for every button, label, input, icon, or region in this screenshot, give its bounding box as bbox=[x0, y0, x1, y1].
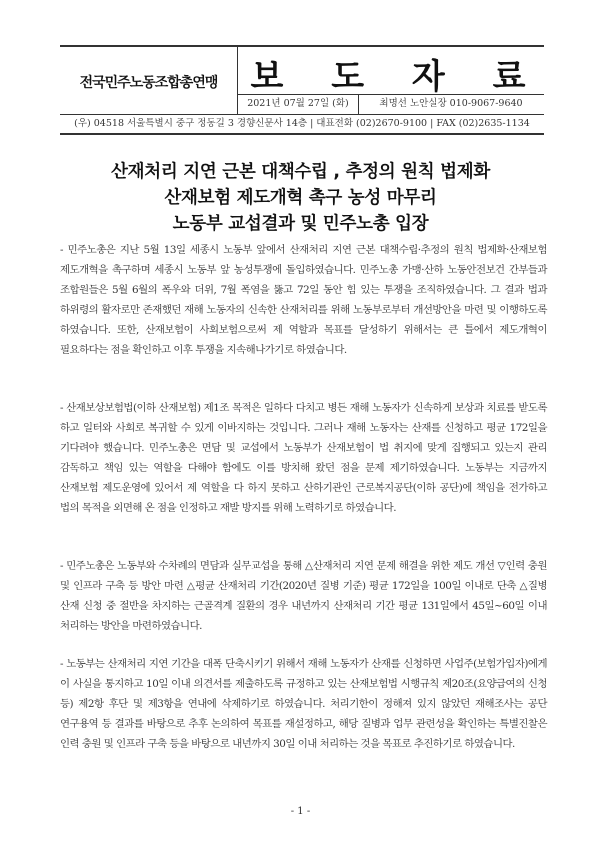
press-release-title: 보 도 자 료 bbox=[250, 57, 544, 97]
header-table bbox=[60, 45, 544, 145]
paragraph-4: - 노동부는 산재처리 지연 기간을 대폭 단축시키기 위해서 재해 노동자가 산재를 신청하면 사업주(보험가입자)에게 이 사실을 통지하고 10일 이내 의견서를 제출하도록 규정하고 있는 산재보험법 시행규칙 제20조(요양급여의 신청 등) 제2항 후단 및 제3항을 연내에 삭제하기로 하였습니다. 처리기한이 정해져 있지 않았던 재해조사는 공단 연구용역 등 결과를 바탕으로 추후 논의하여 목표를 재설정하고, 해당 질병과 업무 관련성을 확인하는 특별진찰은 인력 충원 및 인프라 구축 등을 바탕으로 내년까지 30일 이내 처리하는 것을 목표로 추진하기로 하였습니다. bbox=[60, 658, 547, 750]
headline-2: 산재보험 제도개혁 촉구 농성 마무리 bbox=[164, 188, 437, 208]
paragraph-3: - 민주노총은 노동부와 수차례의 면담과 실무교섭을 통해 △산재처리 지연 문제 해결을 위한 제도 개선 ▽인력 충원 및 인프라 구축 등 방안 마련 △평균 산재처리 기간(2020년 질병 기준) 평균 172일을 100일 이내로 단축 △질병 산재 신청 중 절반을 차지하는 근골격계 질환의 경우 내년까지 산재처리 기간 평균 131일에서 45일~60일 이내 처리하는 방안을 마련하였습니다. bbox=[60, 560, 547, 632]
address-line: (우) 04518 서울특별시 중구 정동길 3 경향신문사 14층 | 대표전화 (02)2670-9100 | FAX (02)2635-1134 bbox=[74, 118, 530, 129]
paragraph-1: - 민주노총은 지난 5월 13일 세종시 노동부 앞에서 산재처리 지연 근본 대책수립·추정의 원칙 법제화·산재보험 제도개혁을 촉구하며 세종시 노동부 앞 농성투쟁에 돌입하였습니다. 민주노총 가맹·산하 노동안전보건 간부들과 조합원들은 5월 6월의 폭우와 더위, 7월 폭염을 뚫고 72일 동안 힘 있는 투쟁을 조직하였습니다. 그 결과 법과 하위령의 활자로만 존재했던 재해 노동자의 신속한 산재처리를 위해 노동부로부터 개선방안을 마련 및 이행하도록 하였습니다. 또한, 산재보험이 사회보험으로써 제 역할과 목표를 달성하기 위해서는 큰 틀에서 제도개혁이 필요하다는 점을 확인하고 이후 투쟁을 지속해나가기로 하였습니다. bbox=[60, 244, 547, 356]
headline-3: 노동부 교섭결과 및 민주노총 입장 bbox=[172, 214, 429, 234]
release-date: 2021년 07월 27일 (화) bbox=[247, 98, 349, 109]
headline-1: 산재처리 지연 근본 대책수립 , 추정의 원칙 법제화 bbox=[111, 162, 490, 182]
paragraph-2: - 산재보상보험법(이하 산재보험) 제1조 목적은 일하다 다치고 병든 재해 노동자가 신속하게 보상과 치료를 받도록 하고 일터와 사회로 복귀할 수 있게 이바지하는 것입니다. 그러나 재해 노동자는 산재를 신청하고 평균 172일을 기다려야 했습니다. 민주노총은 면담 및 교섭에서 노동부가 산재보험이 법 취지에 맞게 집행되고 있는지 관리 감독하고 책임 있는 역할을 다해야 함에도 이를 방치해 왔던 점을 문제 제기하였습니다. 노동부는 지금까지 산재보험 제도운영에 있어서 제 역할을 다 하지 못하고 산하기관인 근로복지공단(이하 공단)에 책임을 전가하고 법의 목적을 외면해 온 점을 인정하고 재발 방지를 위해 노력하기로 하였습니다. bbox=[60, 402, 547, 514]
page-number: - 1 - bbox=[290, 806, 311, 817]
org-name: 전국민주노동조합총연맹 bbox=[79, 75, 218, 91]
header-bottom-border bbox=[60, 133, 544, 135]
header-top-border bbox=[60, 45, 544, 47]
contact-info: 최명선 노안실장 010-9067-9640 bbox=[379, 98, 523, 109]
